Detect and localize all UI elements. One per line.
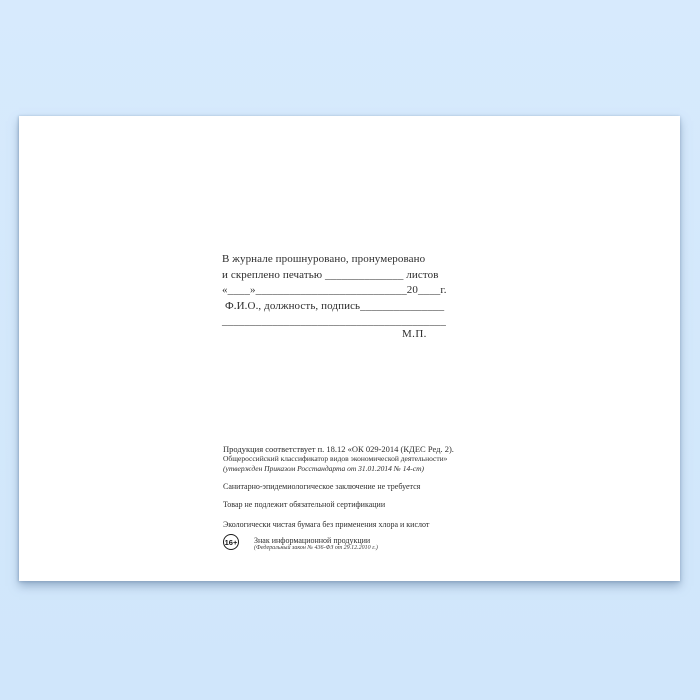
seal-line-4-signature: Ф.И.О., должность, подпись_______________ <box>225 299 445 312</box>
seal-line-2: и скреплено печатью ______________ листов <box>222 268 439 281</box>
seal-line-3-date: «____»___________________________20____г. <box>222 284 447 296</box>
seal-line-1: В журнале прошнуровано, пронумеровано <box>222 253 426 265</box>
compliance-line-3: (утвержден Приказом Росстандарта от 31.01.2014 № 14-ст) <box>223 463 424 473</box>
seal-line-5-blank: ________________________________________ <box>222 315 446 327</box>
compliance-line-2: Общероссийский классификатор видов экономической деятельности» <box>223 454 448 463</box>
sanitary-note: Санитарно-эпидемиологическое заключение не требуется <box>223 482 421 491</box>
age-mark-law-reference: (Федеральный закон № 436-ФЗ от 29.12.2010 г.) <box>254 545 378 551</box>
footer-info-block <box>223 444 523 552</box>
age-mark-text <box>254 534 378 552</box>
journal-back-page <box>19 116 680 581</box>
age-16-badge-icon: 16+ <box>223 534 239 550</box>
compliance-line-1: Продукция соответствует п. 18.12 «ОК 029-2014 (КДЕС Ред. 2). <box>223 444 454 454</box>
age-mark-label: Знак информационной продукции <box>254 536 371 545</box>
certification-note: Товар не подлежит обязательной сертификации <box>223 500 386 509</box>
seal-certification-block <box>222 252 472 330</box>
age-mark-row <box>223 534 523 552</box>
ecology-note: Экологически чистая бумага без применения хлора и кислот <box>223 520 430 529</box>
stamp-place-label: М.П. <box>402 328 427 340</box>
